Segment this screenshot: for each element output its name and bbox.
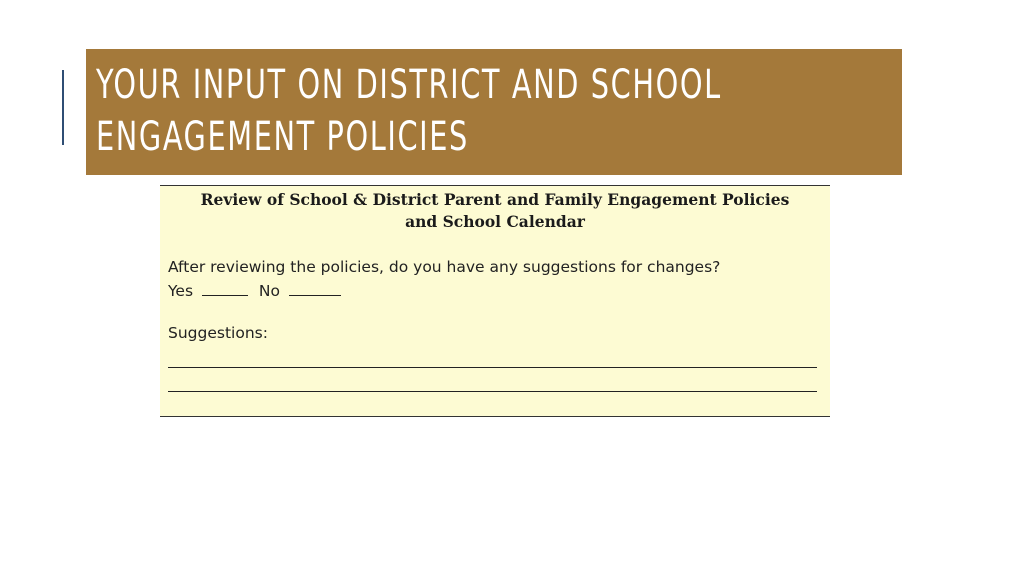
suggestion-line-2: [168, 391, 817, 392]
title-band: [86, 49, 902, 175]
form-question: After reviewing the policies, do you have any suggestions for changes?: [168, 258, 721, 276]
yes-blank: [202, 281, 248, 296]
slide-title-line-2: ENGAGEMENT POLICIES: [96, 114, 469, 160]
suggestions-label: Suggestions:: [168, 324, 268, 342]
accent-line: [62, 70, 64, 145]
feedback-form-image: [160, 185, 830, 417]
slide-title-line-1: YOUR INPUT ON DISTRICT AND SCHOOL: [96, 62, 722, 108]
no-blank: [289, 281, 341, 296]
suggestion-line-1: [168, 367, 817, 368]
no-label: No: [258, 282, 280, 300]
yes-no-row: [168, 281, 341, 300]
yes-label: Yes: [168, 282, 194, 300]
form-heading-line-2: and School Calendar: [405, 212, 585, 231]
form-heading: [160, 189, 830, 233]
form-heading-line-1: Review of School & District Parent and Family Engagement Policies: [200, 190, 790, 209]
